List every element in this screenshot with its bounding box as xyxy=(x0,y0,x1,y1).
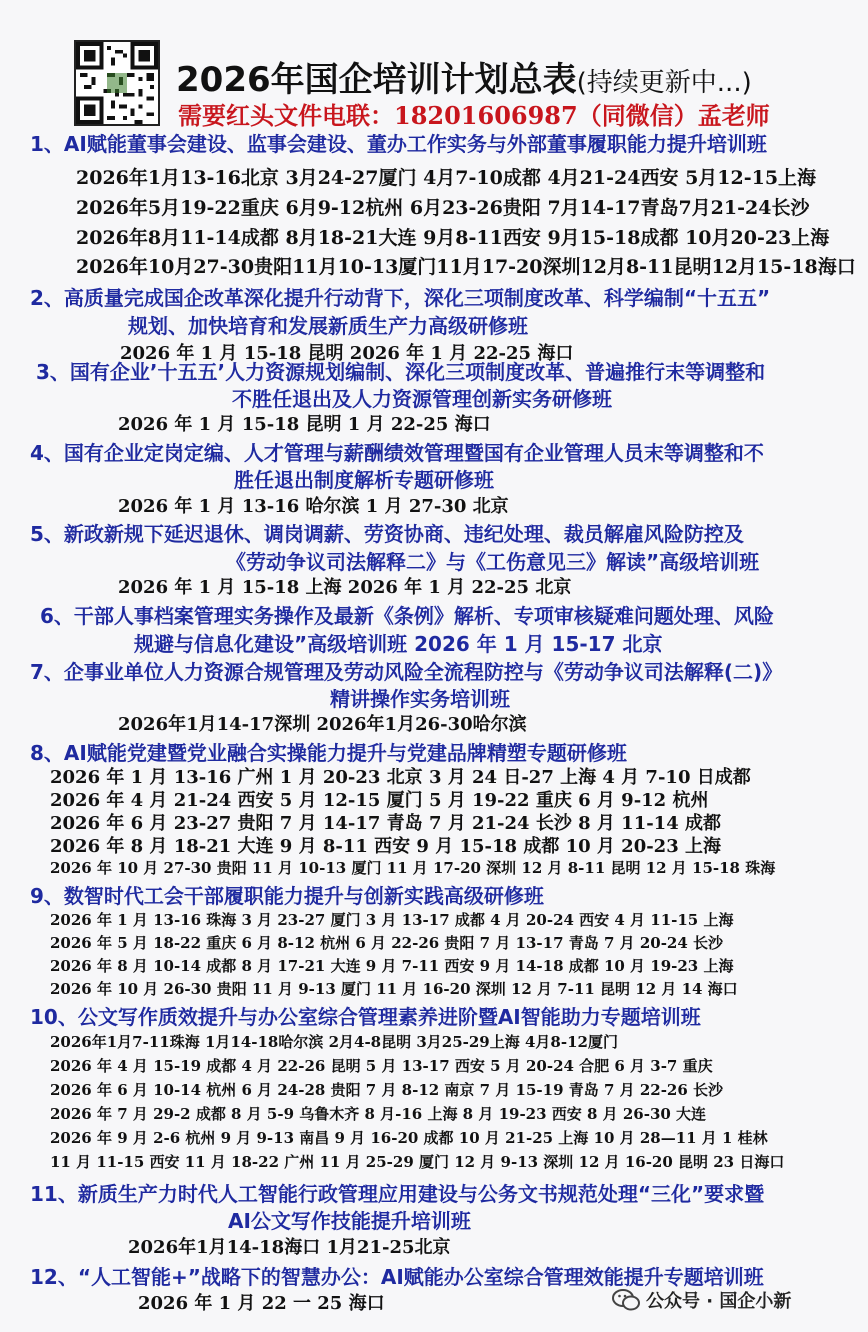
section-9-line: 2026 年 8 月 10-14 成都 8 月 17-21 大连 9 月 7-11 西安 9 月 14-18 成都 10 月 19-23 上海 xyxy=(50,957,734,975)
section-5-title: 5、新政新规下延迟退休、调岗调薪、劳资协商、违纪处理、裁员解雇风险防控及 xyxy=(30,522,744,546)
section-2-title: 2、高质量完成国企改革深化提升行动背下，深化三项制度改革、科学编制“十五五” xyxy=(30,286,771,310)
title-main: 2026年国企培训计划总表 xyxy=(176,60,577,100)
account-watermark xyxy=(612,1284,791,1316)
section-7-title-line2: 精讲操作实务培训班 xyxy=(330,687,510,711)
section-9-title: 9、数智时代工会干部履职能力提升与创新实践高级研修班 xyxy=(30,884,544,908)
section-2-title-line2: 规划、加快培育和发展新质生产力高级研修班 xyxy=(128,314,528,338)
section-1-line: 2026年10月27-30贵阳11月10-13厦门11月17-20深圳12月8-11昆明12月15-18海口 xyxy=(76,256,856,278)
section-6-title: 6、干部人事档案管理实务操作及最新《条例》解析、专项审核疑难问题处理、风险 xyxy=(40,604,774,628)
section-11-title-line2: AI公文写作技能提升培训班 xyxy=(228,1209,471,1233)
section-12-title: 12、“人工智能+”战略下的智慧办公：AI赋能办公室综合管理效能提升专题培训班 xyxy=(30,1265,764,1289)
section-10-line: 11 月 11-15 西安 11 月 18-22 广州 11 月 25-29 厦门 12 月 9-13 深圳 12 月 16-20 昆明 23 日海口 xyxy=(50,1153,785,1171)
section-7-title: 7、企事业单位人力资源合规管理及劳动风险全流程防控与《劳动争议司法解释(二)》 xyxy=(30,660,783,684)
section-10-title: 10、公文写作质效提升与办公室综合管理素养进阶暨AI智能助力专题培训班 xyxy=(30,1005,701,1029)
section-8-line: 2026 年 4 月 21-24 西安 5 月 12-15 厦门 5 月 19-22 重庆 6 月 9-12 杭州 xyxy=(50,790,709,811)
contact-line: 需要红头文件电联：18201606987（同微信）孟老师 xyxy=(178,101,770,130)
section-8-line: 2026 年 1 月 13-16 广州 1 月 20-23 北京 3 月 24 日-27 上海 4 月 7-10 日成都 xyxy=(50,767,751,788)
section-9-line: 2026 年 1 月 13-16 珠海 3 月 23-27 厦门 3 月 13-17 成都 4 月 20-24 西安 4 月 11-15 上海 xyxy=(50,911,734,929)
section-9-line: 2026 年 5 月 18-22 重庆 6 月 8-12 杭州 6 月 22-26 贵阳 7 月 13-17 青岛 7 月 20-24 长沙 xyxy=(50,934,724,952)
section-8-line: 2026 年 8 月 18-21 大连 9 月 8-11 西安 9 月 15-18 成都 10 月 20-23 上海 xyxy=(50,836,721,857)
section-3-title-line2: 不胜任退出及人力资源管理创新实务研修班 xyxy=(232,387,612,411)
section-3-line: 2026 年 1 月 15-18 昆明 1 月 22-25 海口 xyxy=(118,414,491,435)
page-title xyxy=(176,52,856,101)
section-7-line: 2026年1月14-17深圳 2026年1月26-30哈尔滨 xyxy=(118,714,527,735)
section-11-title: 11、新质生产力时代人工智能行政管理应用建设与公务文书规范处理“三化”要求暨 xyxy=(30,1182,765,1206)
section-1-line: 2026年5月19-22重庆 6月9-12杭州 6月23-26贵阳 7月14-17青岛7月21-24长沙 xyxy=(76,197,810,219)
section-10-line: 2026 年 6 月 10-14 杭州 6 月 24-28 贵阳 7 月 8-12 南京 7 月 15-19 青岛 7 月 22-26 长沙 xyxy=(50,1081,724,1099)
section-4-title: 4、国有企业定岗定编、人才管理与薪酬绩效管理暨国有企业管理人员末等调整和不 xyxy=(30,441,764,465)
watermark-label: 公众号 · 国企小新 xyxy=(646,1291,792,1312)
section-9-line: 2026 年 10 月 26-30 贵阳 11 月 9-13 厦门 11 月 16-20 深圳 12 月 7-11 昆明 12 月 14 海口 xyxy=(50,980,738,998)
section-6-title-line2: 规避与信息化建设”高级培训班 2026 年 1 月 15-17 北京 xyxy=(134,632,663,656)
section-2-line: 2026 年 1 月 15-18 昆明 2026 年 1 月 22-25 海口 xyxy=(120,343,574,364)
section-4-line: 2026 年 1 月 13-16 哈尔滨 1 月 27-30 北京 xyxy=(118,496,509,517)
section-10-line: 2026年1月7-11珠海 1月14-18哈尔滨 2月4-8昆明 3月25-29上海 4月8-12厦门 xyxy=(50,1033,618,1051)
section-10-line: 2026 年 4 月 15-19 成都 4 月 22-26 昆明 5 月 13-17 西安 5 月 20-24 合肥 6 月 3-7 重庆 xyxy=(50,1057,713,1075)
section-4-title-line2: 胜任退出制度解析专题研修班 xyxy=(234,468,494,492)
section-5-title-line2: 《劳动争议司法解释二》与《工伤意见三》解读”高级培训班 xyxy=(226,550,760,574)
section-3-title: 3、国有企业’十五五’人力资源规划编制、深化三项制度改革、普遍推行末等调整和 xyxy=(36,360,766,384)
wechat-icon xyxy=(612,1288,640,1312)
section-1-line: 2026年1月13-16北京 3月24-27厦门 4月7-10成都 4月21-24西安 5月12-15上海 xyxy=(76,167,817,189)
section-10-line: 2026 年 9 月 2-6 杭州 9 月 9-13 南昌 9 月 16-20 成都 10 月 21-25 上海 10 月 28—11 月 1 桂林 xyxy=(50,1129,768,1147)
qr-code xyxy=(74,40,160,126)
section-5-line: 2026 年 1 月 15-18 上海 2026 年 1 月 22-25 北京 xyxy=(118,577,572,598)
section-10-line: 2026 年 7 月 29-2 成都 8 月 5-9 乌鲁木齐 8 月-16 上海 8 月 19-23 西安 8 月 26-30 大连 xyxy=(50,1105,707,1123)
section-1-title: 1、AI赋能董事会建设、监事会建设、董办工作实务与外部董事履职能力提升培训班 xyxy=(30,132,767,156)
title-suffix: (持续更新中...) xyxy=(576,68,752,98)
section-11-line: 2026年1月14-18海口 1月21-25北京 xyxy=(128,1237,451,1258)
section-8-line: 2026 年 10 月 27-30 贵阳 11 月 10-13 厦门 11 月 17-20 深圳 12 月 8-11 昆明 12 月 15-18 珠海 xyxy=(50,859,776,877)
section-8-title: 8、AI赋能党建暨党业融合实操能力提升与党建品牌精塑专题研修班 xyxy=(30,741,627,765)
section-1-line: 2026年8月11-14成都 8月18-21大连 9月8-11西安 9月15-18成都 10月20-23上海 xyxy=(76,227,830,249)
section-8-line: 2026 年 6 月 23-27 贵阳 7 月 14-17 青岛 7 月 21-24 长沙 8 月 11-14 成都 xyxy=(50,813,721,834)
section-12-line: 2026 年 1 月 22 一 25 海口 xyxy=(138,1293,385,1314)
